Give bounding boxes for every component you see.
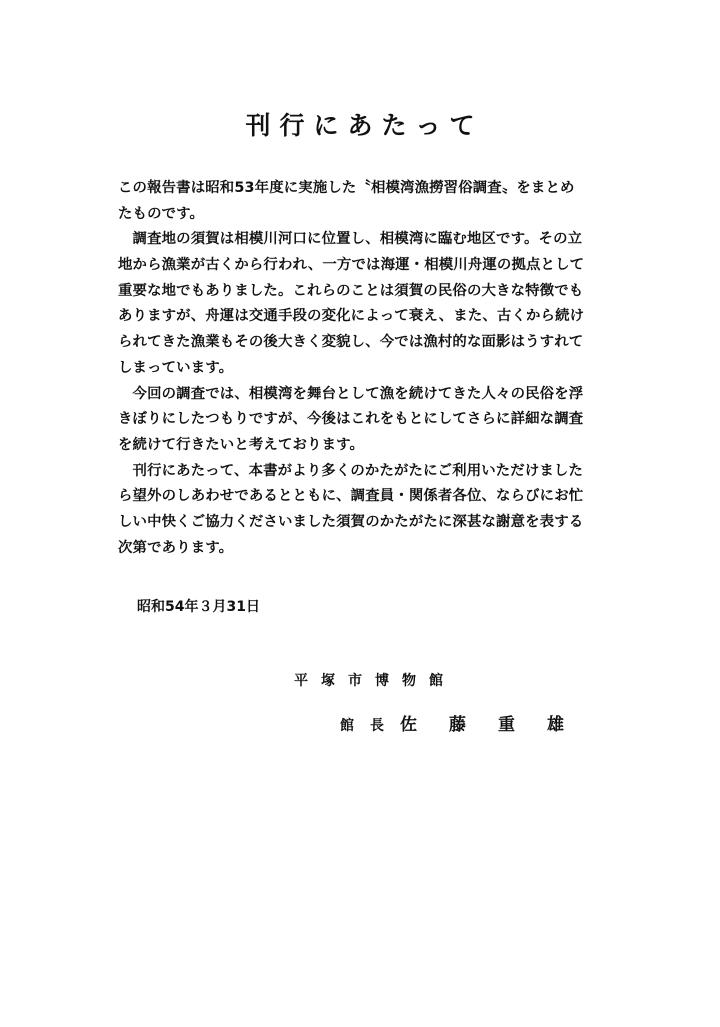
body-text (118, 176, 618, 561)
text-line: 刊行にあたって、本書がより多くのかたがたにご利用いただけました (118, 462, 584, 479)
signature-name: 佐藤重雄 (400, 715, 596, 735)
text-line: 今回の調査では、相模湾を舞台として漁を続けてきた人々の民俗を浮 (118, 385, 584, 402)
text-line: しまっています。 (118, 359, 234, 376)
page-title: 刊行にあたって (245, 111, 484, 140)
text-line: 調査地の須賀は相模川河口に位置し、相模湾に臨む地区です。その立 (118, 231, 583, 248)
signature-role: 館長 (340, 718, 400, 734)
text-line: ら望外のしあわせであるとともに、調査員・関係者各位、ならびにお忙 (118, 488, 584, 505)
text-line: しい中快くご協力くださいました須賀のかたがたに深甚な謝意を表する (118, 513, 584, 530)
text-line: 重要な地でもありました。これらのことは須賀の民俗の大きな特徴でも (118, 282, 584, 299)
text-line: たものです。 (118, 205, 205, 222)
text-line: を続けて行きたいと考えております。 (118, 436, 365, 453)
organization-name: 平塚市博物館 (294, 673, 456, 689)
text-line: きぼりにしたつもりですが、今後はこれをもとにしてさらに詳細な調査 (118, 411, 584, 428)
text-line: この報告書は昭和53年度に実施した〝相模湾漁撈習俗調査〟をまとめ (118, 180, 575, 196)
text-line: ありますが、舟運は交通手段の変化によって衰え、また、古くから続け (118, 308, 585, 325)
signature-line (340, 710, 596, 735)
text-line: 次第であります。 (118, 539, 234, 556)
text-line: 地から漁業が古くから行われ、一方では海運・相模川舟運の拠点として (118, 257, 585, 274)
text-line: られてきた漁業もその後大きく変貌し、今では漁村的な面影はうすれて (118, 334, 584, 351)
date-line: 昭和54年３月31日 (137, 599, 260, 615)
